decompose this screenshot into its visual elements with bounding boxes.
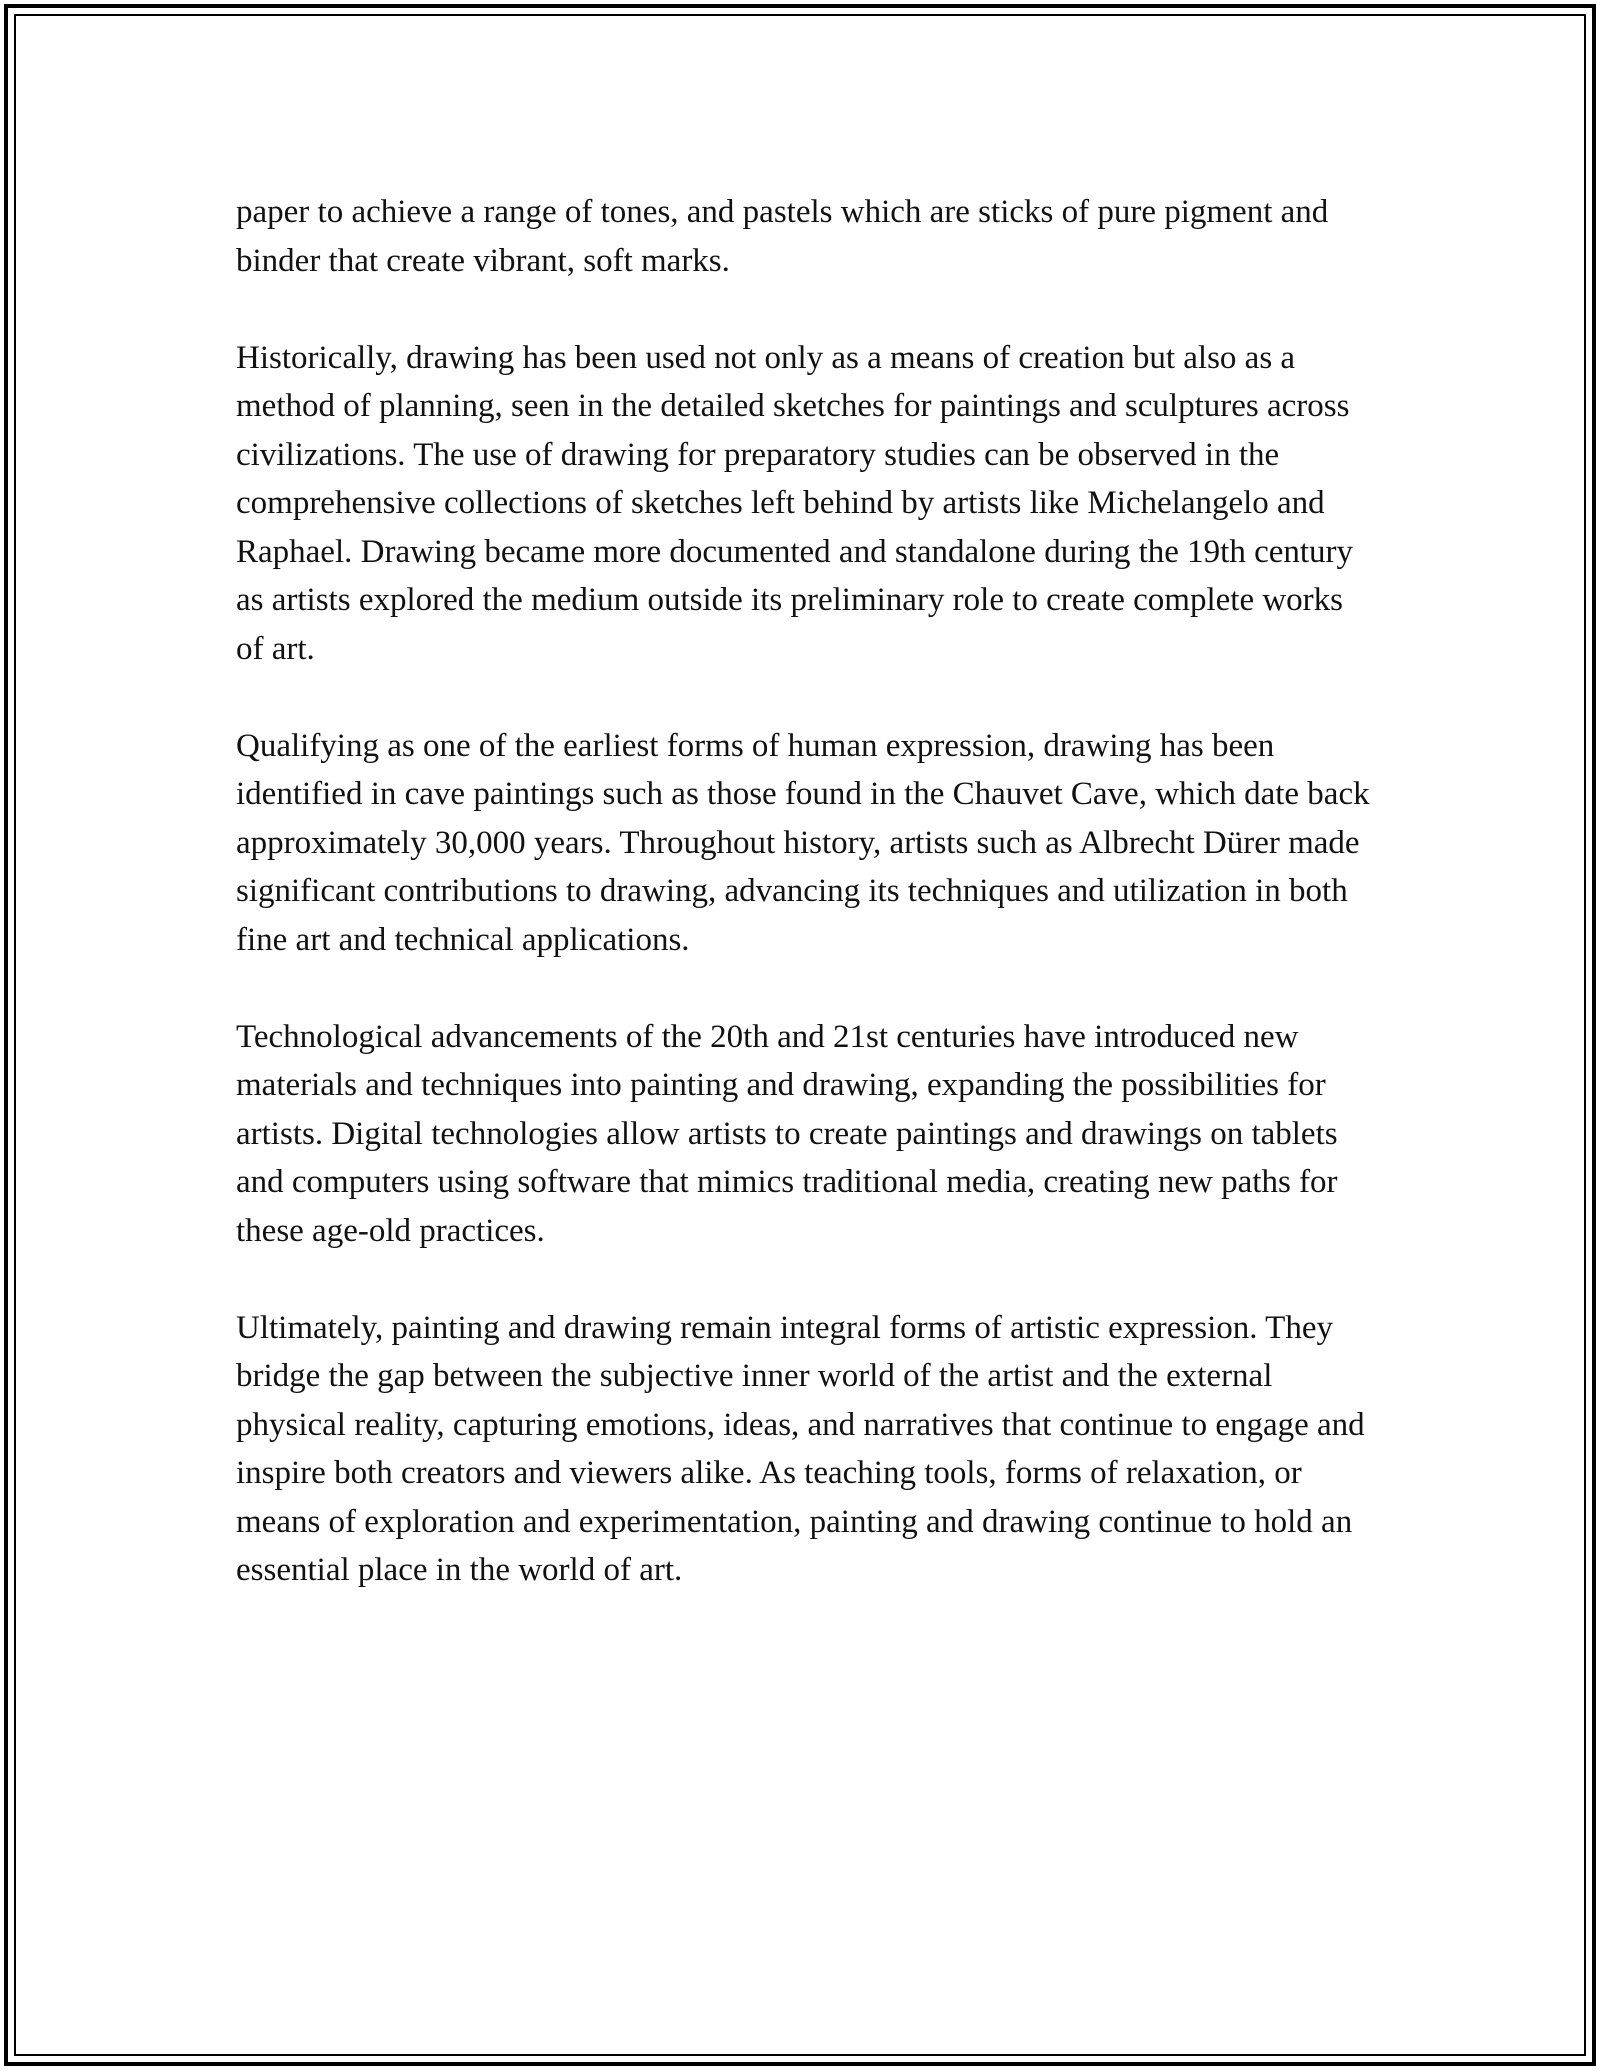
- paragraph: paper to achieve a range of tones, and pastels which are sticks of pure pigment and binder that create vibrant, soft marks.: [236, 194, 1329, 279]
- paragraph: Qualifying as one of the earliest forms of human expression, drawing has been identified in cave paintings such as those found in the Chauvet Cave, which date back approximately 30,000 years. Throughout history, artists such as Albrecht Dürer made significant contributions to drawing, advancing its techniques and utilization in both fine art and technical applications.: [236, 727, 1370, 958]
- paragraph: Historically, drawing has been used not only as a means of creation but also as a method of planning, seen in the detailed sketches for paintings and sculptures across civilizations. The use of drawing for preparatory studies can be observed in the comprehensive collections of sketches left behind by artists like Michelangelo and Raphael. Drawing became more documented and standalone during the 19th century as artists explored the medium outside its preliminary role to create complete works of art.: [236, 339, 1354, 667]
- paragraph: Ultimately, painting and drawing remain integral forms of artistic expression. They bridge the gap between the subjective inner world of the artist and the external physical reality, capturing emotions, ideas, and narratives that continue to engage and inspire both creators and viewers alike. As teaching tools, forms of relaxation, or means of exploration and experimentation, painting and drawing continue to hold an essential place in the world of art.: [236, 1309, 1365, 1588]
- document-body: [236, 188, 1376, 1643]
- paragraph: Technological advancements of the 20th and 21st centuries have introduced new materials and techniques into painting and drawing, expanding the possibilities for artists. Digital technologies allow artists to create paintings and drawings on tablets and computers using software that mimics traditional media, creating new paths for these age-old practices.: [236, 1018, 1338, 1249]
